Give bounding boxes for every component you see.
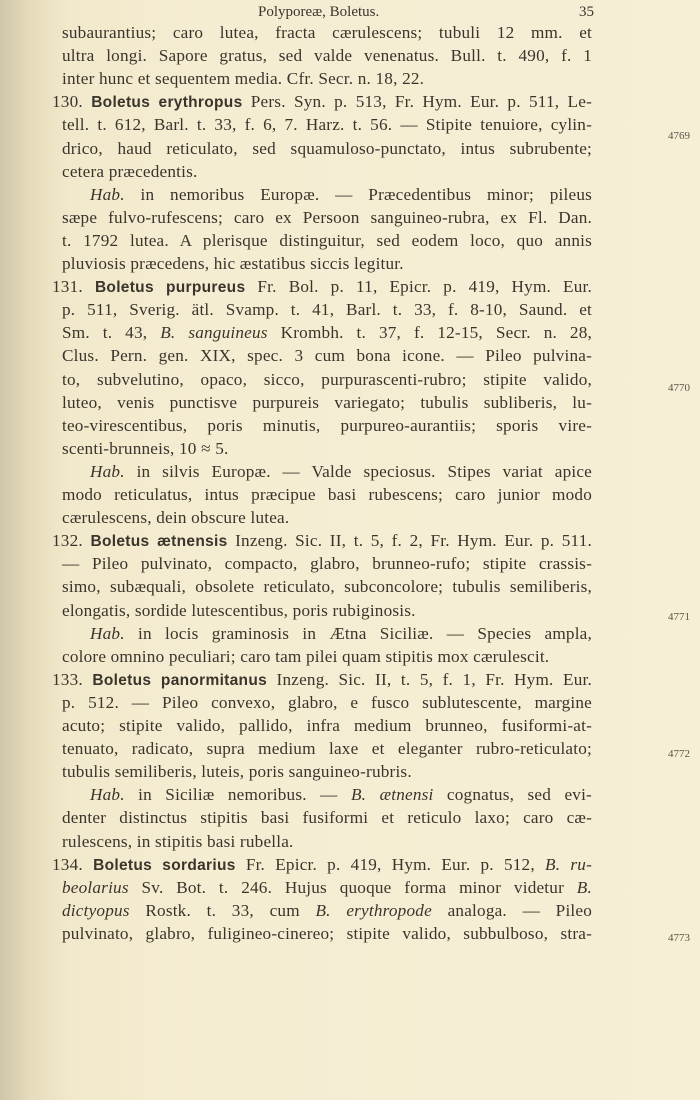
line-text: ultra longi. Sapore gratus, sed valde venenatus. Bull. t. 490, f. 1 xyxy=(62,46,592,66)
text-line xyxy=(62,415,592,437)
species-name: Boletus purpureus xyxy=(94,279,246,297)
text-line xyxy=(62,230,592,252)
line-text: Krombh. t. 37, f. 12-15, Secr. n. 28, xyxy=(280,323,593,343)
running-header xyxy=(62,4,602,24)
text-line xyxy=(62,507,592,529)
text-line xyxy=(62,484,592,506)
line-text: Clus. Pern. gen. XIX, spec. 3 cum bona icone. — Pileo pulvina- xyxy=(62,346,592,366)
line-text: cognatus, sed evi- xyxy=(446,785,592,805)
text-line xyxy=(62,715,592,737)
italic-text: B. xyxy=(576,877,592,897)
line-text: t. 1792 lutea. A plerisque distinguitur, sed eodem loco, quo annis xyxy=(62,230,592,250)
line-text: pluviosis præcedens, hic æstatibus siccis legitur. xyxy=(62,254,404,273)
text-line xyxy=(62,345,592,367)
text-line xyxy=(62,900,592,922)
line-text: Sm. t. 43, xyxy=(62,323,148,343)
line-text: pulvinato, glabro, fuligineo-cinereo; stipite valido, subbulboso, stra- xyxy=(62,923,592,943)
species-entry-line xyxy=(52,91,592,113)
text-line xyxy=(62,138,592,160)
text-line xyxy=(62,22,592,44)
italic-text: Hab. xyxy=(90,184,125,204)
line-text: denter distinctus stipitis basi fusiformi et reticulo laxo; caro cæ- xyxy=(62,808,592,828)
text-line xyxy=(62,161,592,183)
entry-number: 134. xyxy=(52,854,83,874)
text-line xyxy=(62,692,592,714)
line-text: in Siciliæ nemoribus. — xyxy=(138,785,338,805)
text-line xyxy=(90,784,592,806)
text-line xyxy=(62,761,592,783)
page-number: 35 xyxy=(579,4,594,20)
entry-number: 132. xyxy=(52,531,83,551)
italic-text: Hab. xyxy=(90,461,125,481)
species-entry-line xyxy=(52,276,592,298)
italic-text: B. ætnensi xyxy=(350,785,434,805)
line-text: tubulis semiliberis, luteis, poris sanguineo-rubris. xyxy=(62,762,412,782)
line-text: in nemoribus Europæ. — Præcedentibus minor; pileus xyxy=(140,184,593,204)
margin-number: 4771 xyxy=(668,611,690,623)
line-text: p. 512. — Pileo convexo, glabro, e fusco sublutescente, margine xyxy=(62,692,592,712)
entry-number: 133. xyxy=(52,669,83,689)
line-text: colore omnino peculiari; caro tam pilei quam stipitis mox cærulescit. xyxy=(62,646,550,666)
line-text: scenti-brunneis, 10 ≈ 5. xyxy=(62,438,229,458)
species-entry-line xyxy=(52,669,592,691)
text-line xyxy=(62,299,592,321)
text-line xyxy=(62,207,592,229)
text-line xyxy=(62,923,592,945)
species-entry-line xyxy=(52,530,592,552)
text-line xyxy=(62,68,592,90)
line-text: rulescens, in stipitis basi rubella. xyxy=(62,831,294,851)
line-text: Fr. Bol. p. 11, Epicr. p. 419, Hym. Eur. xyxy=(257,277,593,297)
italic-text: Hab. xyxy=(90,623,125,643)
line-text: Fr. Epicr. p. 419, Hym. Eur. p. 512, xyxy=(245,854,535,874)
line-text: Inzeng. Sic. II, t. 5, f. 2, Fr. Hym. Eur. p. 511. xyxy=(235,531,592,551)
italic-text: Hab. xyxy=(90,785,125,805)
line-text: Pers. Syn. p. 513, Fr. Hym. Eur. p. 511, Le- xyxy=(250,92,592,112)
margin-number: 4769 xyxy=(668,130,690,142)
text-line xyxy=(62,600,592,622)
line-text: acuto; stipite valido, pallido, infra medium brunneo, fusiformi-at- xyxy=(62,716,592,735)
text-line xyxy=(90,461,592,483)
text-line xyxy=(62,322,592,344)
line-text: Sv. Bot. t. 246. Hujus quoque forma minor videtur xyxy=(141,877,565,897)
line-text: tell. t. 612, Barl. t. 33, f. 6, 7. Harz. t. 56. — Stipite tenuiore, cylin- xyxy=(62,115,592,135)
species-name: Boletus ætnensis xyxy=(90,533,228,551)
text-line xyxy=(62,438,592,460)
line-text: luteo, venis punctisve purpureis variegato; tubulis subliberis, lu- xyxy=(62,392,592,412)
text-line xyxy=(62,45,592,67)
text-line xyxy=(62,392,592,414)
margin-number: 4770 xyxy=(668,382,690,394)
text-line xyxy=(62,831,592,853)
italic-text: B. erythropode xyxy=(315,900,432,920)
species-entry-line xyxy=(52,854,592,876)
line-text: sæpe fulvo-rufescens; caro ex Persoon sanguineo-rubra, ex Fl. Dan. xyxy=(62,207,592,227)
line-text: modo reticulatus, intus præcipue basi rubescens; caro junior modo xyxy=(62,485,592,504)
text-line xyxy=(62,807,592,829)
line-text: cærulescens, dein obscure lutea. xyxy=(62,508,290,528)
text-line xyxy=(62,877,592,899)
line-text: analoga. — Pileo xyxy=(447,900,593,920)
italic-text: beolarius xyxy=(62,877,129,897)
species-name: Boletus panormitanus xyxy=(92,671,268,689)
text-line xyxy=(62,369,592,391)
line-text: elongatis, sordide lutescentibus, poris rubiginosis. xyxy=(62,600,416,620)
line-text: subaurantius; caro lutea, fracta cærulescens; tubuli 12 mm. et xyxy=(62,23,592,42)
text-line xyxy=(62,114,592,136)
text-line xyxy=(62,646,592,668)
text-line xyxy=(62,553,592,575)
margin-number: 4772 xyxy=(668,748,690,760)
italic-text: B. sanguineus xyxy=(160,323,268,343)
line-text: inter hunc et sequentem media. Cfr. Secr. n. 18, 22. xyxy=(62,69,425,89)
line-text: — Pileo pulvinato, compacto, glabro, brunneo-rufo; stipite crassis- xyxy=(62,554,592,574)
line-text: cetera præcedentis. xyxy=(62,161,198,181)
text-line xyxy=(90,623,592,645)
line-text: in silvis Europæ. — Valde speciosus. Stipes variat apice xyxy=(136,461,593,481)
text-line xyxy=(62,738,592,760)
text-line xyxy=(62,576,592,598)
margin-number: 4773 xyxy=(668,932,690,944)
line-text: drico, haud reticulato, sed squamuloso-punctato, intus subrubente; xyxy=(62,138,592,158)
italic-text: dictyopus xyxy=(62,900,130,920)
running-title: Polyporeæ, Boletus. xyxy=(258,4,380,20)
italic-text: B. ru- xyxy=(545,854,593,874)
line-text: Rostk. t. 33, cum xyxy=(145,900,300,920)
line-text: Inzeng. Sic. II, t. 5, f. 1, Fr. Hym. Eur. xyxy=(276,669,592,689)
species-name: Boletus erythropus xyxy=(91,94,243,112)
text-line xyxy=(90,184,592,206)
line-text: p. 511, Sverig. ätl. Svamp. t. 41, Barl. t. 33, f. 8-10, Saund. et xyxy=(62,300,592,320)
entry-number: 131. xyxy=(52,277,83,297)
line-text: tenuato, radicato, supra medium laxe et eleganter rubro-reticulato; xyxy=(62,739,592,759)
line-text: to, subvelutino, opaco, sicco, purpurascenti-rubro; stipite valido, xyxy=(62,369,592,389)
line-text: in locis graminosis in Ætna Siciliæ. — Species ampla, xyxy=(137,623,592,643)
line-text: simo, subæquali, obsolete reticulato, subconcolore; tubulis semiliberis, xyxy=(62,577,592,597)
entry-number: 130. xyxy=(52,92,83,112)
species-name: Boletus sordarius xyxy=(93,856,236,874)
text-line xyxy=(62,253,592,275)
line-text: teo-virescentibus, poris minutis, purpureo-aurantiis; sporis vire- xyxy=(62,415,592,435)
